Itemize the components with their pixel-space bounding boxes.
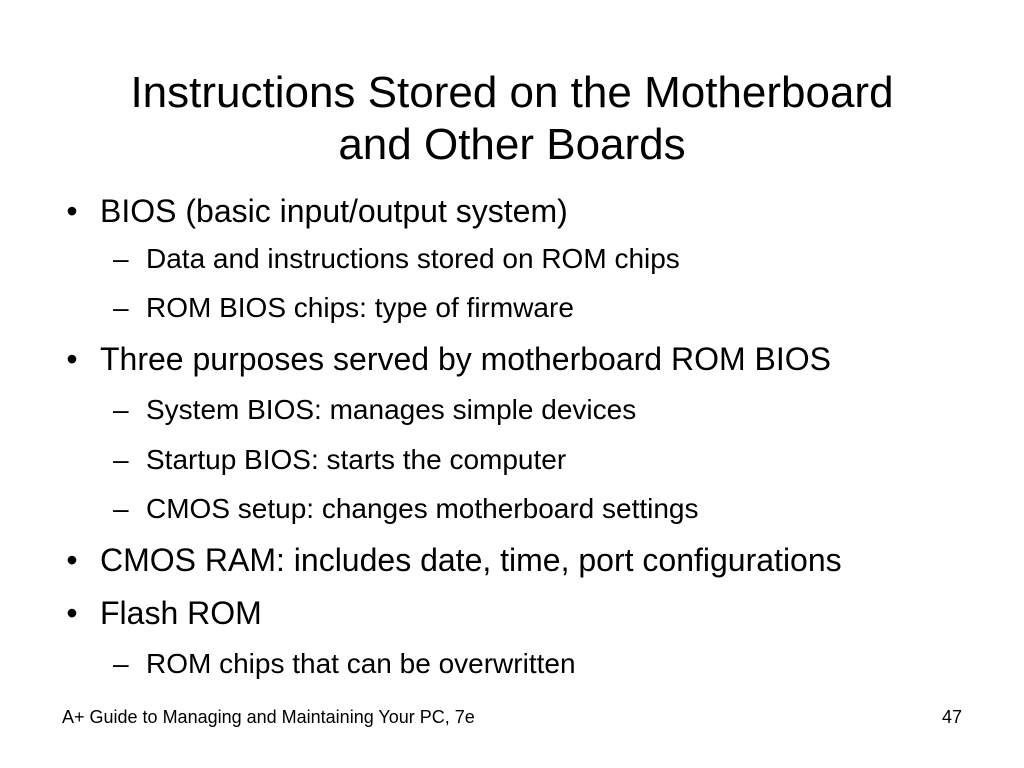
bullet-item xyxy=(66,341,831,377)
bullet-item xyxy=(66,542,842,578)
bullet-text: CMOS RAM: includes date, time, port configurations xyxy=(100,542,842,578)
bullet-item xyxy=(66,595,262,631)
bullet-text: Flash ROM xyxy=(100,595,262,631)
sub-bullet-item xyxy=(113,243,680,275)
sub-bullet-item xyxy=(113,292,574,324)
sub-bullet-text: ROM BIOS chips: type of firmware xyxy=(146,292,574,323)
sub-bullet-item xyxy=(113,444,567,476)
sub-bullet-text: CMOS setup: changes motherboard settings xyxy=(146,493,699,524)
sub-bullet-marker: – xyxy=(113,243,129,274)
bullet-marker: • xyxy=(66,193,78,229)
sub-bullet-text: Startup BIOS: starts the computer xyxy=(146,444,567,475)
sub-bullet-text: ROM chips that can be overwritten xyxy=(146,648,576,679)
sub-bullet-marker: – xyxy=(113,394,129,425)
footer-source: A+ Guide to Managing and Maintaining Your PC, 7e xyxy=(62,707,475,727)
slide-title-line-1: Instructions Stored on the Motherboard xyxy=(130,68,894,118)
sub-bullet-text: System BIOS: manages simple devices xyxy=(146,394,637,425)
bullet-item xyxy=(66,193,568,229)
sub-bullet-text: Data and instructions stored on ROM chips xyxy=(146,243,680,274)
sub-bullet-marker: – xyxy=(113,493,129,524)
bullet-text: Three purposes served by motherboard ROM BIOS xyxy=(100,341,831,377)
sub-bullet-marker: – xyxy=(113,444,129,475)
sub-bullet-item xyxy=(113,648,576,680)
bullet-marker: • xyxy=(66,542,78,578)
sub-bullet-marker: – xyxy=(113,648,129,679)
bullet-text: BIOS (basic input/output system) xyxy=(100,193,568,229)
bullet-marker: • xyxy=(66,595,78,631)
sub-bullet-marker: – xyxy=(113,292,129,323)
slide-title-line-2: and Other Boards xyxy=(338,120,686,170)
sub-bullet-item xyxy=(113,394,637,426)
bullet-marker: • xyxy=(66,341,78,377)
sub-bullet-item xyxy=(113,493,699,525)
page-number: 47 xyxy=(941,707,962,727)
